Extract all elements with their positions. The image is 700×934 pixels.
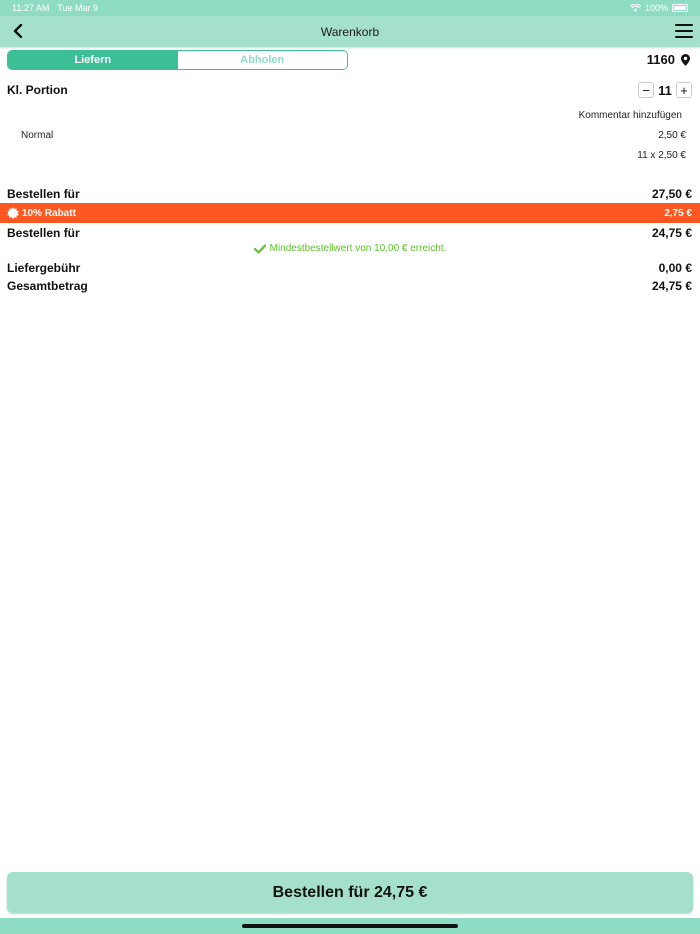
item-option-name: Normal xyxy=(21,130,54,141)
menu-button[interactable] xyxy=(674,22,694,40)
map-pin-icon xyxy=(681,54,690,66)
page-title: Warenkorb xyxy=(320,24,380,39)
total-value: 24,75 € xyxy=(651,279,692,293)
increase-quantity-button[interactable]: + xyxy=(676,82,692,98)
cart-item-name: Kl. Portion xyxy=(7,83,68,97)
discount-value: 2,75 € xyxy=(664,207,692,219)
delivery-fee-label: Liefergebühr xyxy=(7,261,81,275)
location-selector[interactable] xyxy=(647,52,690,67)
decrease-quantity-button[interactable]: − xyxy=(638,82,654,98)
item-option-price: 2,50 € xyxy=(658,130,686,141)
min-order-text: Mindestbestellwert von 10,00 € erreicht. xyxy=(269,243,447,254)
discount-left xyxy=(7,207,76,219)
subtotal-label: Bestellen für xyxy=(7,187,80,201)
item-line-calculation: 11 x 2,50 € xyxy=(637,150,686,161)
delivery-mode-toggle xyxy=(7,50,348,70)
quantity-stepper xyxy=(638,82,692,98)
after-discount-value: 24,75 € xyxy=(651,226,692,240)
after-discount-row xyxy=(7,226,692,240)
status-time: 11:27 AM xyxy=(12,3,50,13)
back-button[interactable] xyxy=(8,21,28,41)
postcode: 1160 xyxy=(646,52,675,67)
total-row xyxy=(7,279,692,293)
battery-icon xyxy=(672,4,688,12)
status-bar xyxy=(0,0,700,16)
home-indicator[interactable] xyxy=(242,924,458,928)
quantity-value: 11 xyxy=(658,82,672,98)
battery-percent: 100% xyxy=(644,3,668,13)
tab-pickup[interactable]: Abholen xyxy=(178,51,348,69)
chevron-left-icon xyxy=(13,24,23,38)
wifi-icon xyxy=(630,4,641,12)
total-label: Gesamtbetrag xyxy=(7,279,88,293)
add-comment-link[interactable]: Kommentar hinzufügen xyxy=(578,110,682,121)
status-right xyxy=(630,3,688,13)
hamburger-icon xyxy=(674,22,694,40)
discount-label: 10% Rabatt xyxy=(22,207,76,219)
subtotal-row xyxy=(7,187,692,201)
discount-row xyxy=(0,203,700,223)
nav-bar xyxy=(0,16,700,47)
place-order-button[interactable]: Bestellen für 24,75 € xyxy=(7,872,693,913)
after-discount-label: Bestellen für xyxy=(7,226,80,240)
subtotal-value: 27,50 € xyxy=(651,187,692,201)
check-icon xyxy=(254,244,266,254)
min-order-message xyxy=(0,243,700,254)
delivery-fee-row xyxy=(7,261,692,275)
tab-deliver[interactable]: Liefern xyxy=(8,51,178,69)
status-date: Tue Mar 9 xyxy=(57,3,99,13)
badge-icon xyxy=(7,207,19,219)
delivery-fee-value: 0,00 € xyxy=(658,261,692,275)
